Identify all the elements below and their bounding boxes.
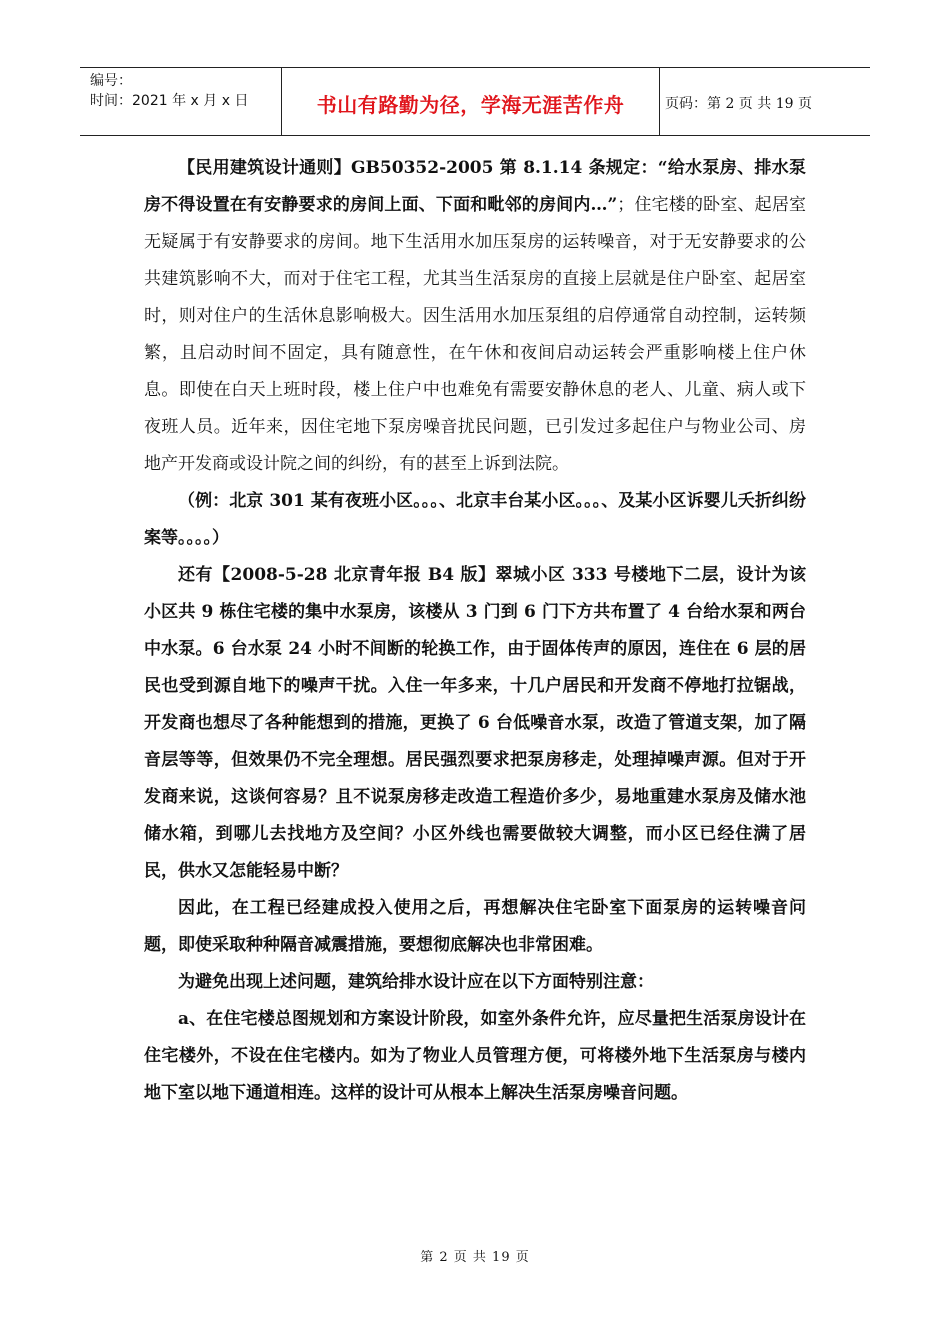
header-meta xyxy=(80,68,282,135)
document-number-label: 编号： xyxy=(90,73,132,89)
paragraph-example: （例：北京 301 某有夜班小区。。。、北京丰台某小区。。。、及某小区诉婴儿夭折纠纷案等。。。。） xyxy=(144,491,806,548)
header-motto: 书山有路勤为径，学海无涯苦作舟 xyxy=(282,68,660,135)
paragraph-case: 还有【2008-5-28 北京青年报 B4 版】翠城小区 333 号楼地下二层，设计为该小区共 9 栋住宅楼的集中水泵房，该楼从 3 门到 6 门下方共布置了 4 台给水泵和两台中水泵。6 台水泵 24 小时不间断的轮换工作，由于固体传声的原因，连住在 6 层的居民也受到源自地下的噪声干扰。入住一年多来，十几户居民和开发商不停地打拉锯战，开发商也想尽了各种能想到的措施，更换了 6 台低噪音水泵，改造了管道支架，加了隔音层等等，但效果仍不完全理想。居民强烈要求把泵房移走，处理掉噪声源。但对于开发商来说，这谈何容易？且不说泵房移走改造工程造价多少，易地重建水泵房及储水池储水箱，到哪儿去找地方及空间？小区外线也需要做较大调整，而小区已经住满了居民，供水又怎能轻易中断？ xyxy=(144,565,806,881)
paragraph-1 xyxy=(144,150,806,483)
page-header xyxy=(80,67,870,136)
document-time-label: 时间：2021 年 x 月 x 日 xyxy=(90,93,249,109)
paragraph-conclusion: 因此，在工程已经建成投入使用之后，再想解决住宅卧室下面泵房的运转噪音问题，即使采取种种隔音减震措施，要想彻底解决也非常困难。 xyxy=(144,898,806,955)
header-page-info: 页码：第 2 页 共 19 页 xyxy=(665,95,812,112)
paragraph-item-a: a、在住宅楼总图规划和方案设计阶段，如室外条件允许，应尽量把生活泵房设计在住宅楼外，不设在住宅楼内。如为了物业人员管理方便，可将楼外地下生活泵房与楼内地下室以地下通道相连。这样的设计可从根本上解决生活泵房噪音问题。 xyxy=(144,1009,806,1103)
paragraph-attention: 为避免出现上述问题，建筑给排水设计应在以下方面特别注意： xyxy=(178,972,654,992)
regulation-citation: 【民用建筑设计通则】GB50352-2005 第 8.1.14 条规定：“给水泵房、排水泵房不得设置在有安静要求的房间上面、下面和毗邻的房间内…” xyxy=(144,158,806,215)
page-footer: 第 2 页 共 19 页 xyxy=(420,1250,530,1265)
document-body xyxy=(144,150,806,1112)
paragraph-1-text: ；住宅楼的卧室、起居室无疑属于有安静要求的房间。地下生活用水加压泵房的运转噪音，对于无安静要求的公共建筑影响不大，而对于住宅工程，尤其当生活泵房的直接上层就是住户卧室、起居室时，则对住户的生活休息影响极大。因生活用水加压泵组的启停通常自动控制，运转频繁，且启动时间不固定，具有随意性，在午休和夜间启动运转会严重影响楼上住户休息。即使在白天上班时段，楼上住户中也难免有需要安静休息的老人、儿童、病人或下夜班人员。近年来，因住宅地下泵房噪音扰民问题，已引发过多起住户与物业公司、房地产开发商或设计院之间的纠纷，有的甚至上诉到法院。 xyxy=(144,195,807,474)
